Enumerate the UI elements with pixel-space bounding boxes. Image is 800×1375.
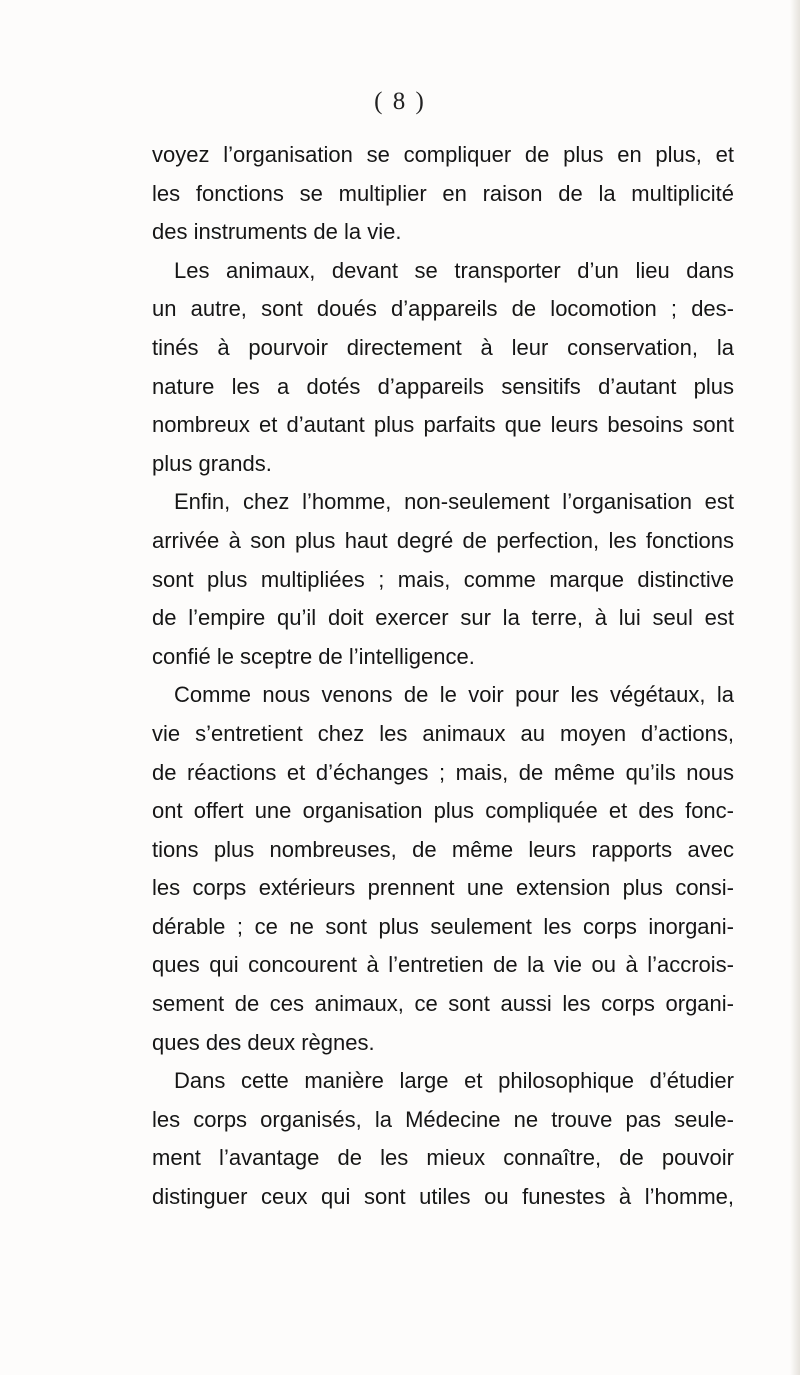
page-number: ( 8 ) xyxy=(374,88,426,115)
text-line: sement de ces animaux, ce sont aussi les corps organi- xyxy=(152,991,734,1017)
text-line: les corps organisés, la Médecine ne trouve pas seule- xyxy=(152,1106,734,1132)
text-line: Les animaux, devant se transporter d’un lieu dans xyxy=(174,257,734,283)
text-line: Dans cette manière large et philosophique d’étudier xyxy=(174,1068,734,1094)
text-line: tions plus nombreuses, de même leurs rapports avec xyxy=(152,836,734,862)
text-line: Comme nous venons de le voir pour les végétaux, la xyxy=(174,682,734,708)
text-line: plus grands. xyxy=(152,450,272,476)
scan-edge-shadow xyxy=(790,0,800,1375)
text-line: de l’empire qu’il doit exercer sur la terre, à lui seul est xyxy=(152,605,734,631)
text-line: voyez l’organisation se compliquer de plus en plus, et xyxy=(152,142,734,167)
text-line: les fonctions se multiplier en raison de la multiplicité xyxy=(152,180,734,206)
body-text xyxy=(152,136,734,1217)
text-line: ont offert une organisation plus compliquée et des fonc- xyxy=(152,798,734,824)
text-line: nombreux et d’autant plus parfaits que leurs besoins sont xyxy=(152,412,734,438)
text-line: distinguer ceux qui sont utiles ou funestes à l’homme, xyxy=(152,1184,734,1210)
text-line: un autre, sont doués d’appareils de locomotion ; des- xyxy=(152,296,734,322)
text-line: arrivée à son plus haut degré de perfection, les fonctions xyxy=(152,527,734,553)
text-line: ques des deux règnes. xyxy=(152,1029,375,1055)
text-line: nature les a dotés d’appareils sensitifs d’autant plus xyxy=(152,373,734,399)
text-line: Enfin, chez l’homme, non-seulement l’organisation est xyxy=(174,489,734,515)
text-line: ques qui concourent à l’entretien de la vie ou à l’accrois- xyxy=(152,952,734,978)
text-line: dérable ; ce ne sont plus seulement les corps inorgani- xyxy=(152,913,734,939)
text-line: de réactions et d’échanges ; mais, de même qu’ils nous xyxy=(152,759,734,785)
text-line: des instruments de la vie. xyxy=(152,219,402,245)
text-line: ment l’avantage de les mieux connaître, de pouvoir xyxy=(152,1145,734,1171)
text-line: les corps extérieurs prennent une extension plus consi- xyxy=(152,875,734,901)
text-line: tinés à pourvoir directement à leur conservation, la xyxy=(152,334,734,360)
text-line: sont plus multipliées ; mais, comme marque distinctive xyxy=(152,566,734,592)
text-line: vie s’entretient chez les animaux au moyen d’actions, xyxy=(152,720,734,746)
text-line: confié le sceptre de l’intelligence. xyxy=(152,643,475,669)
